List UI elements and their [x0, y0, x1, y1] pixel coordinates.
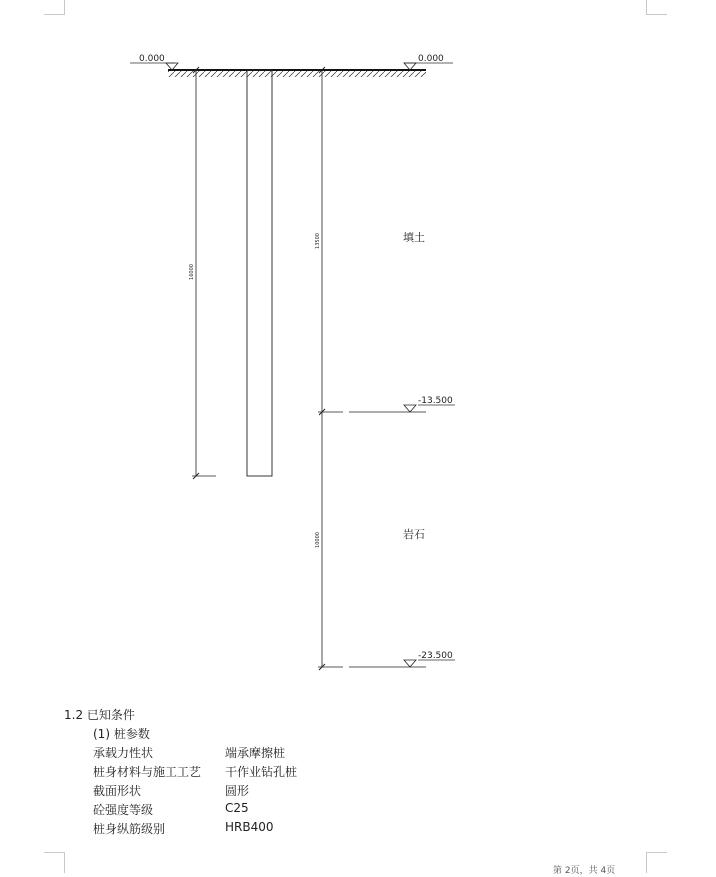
- level-marker-top-left: [139, 54, 178, 70]
- param-key: 承载力性状: [93, 746, 154, 760]
- param-key: 砼强度等级: [93, 803, 154, 817]
- svg-text:-23.500: -23.500: [418, 651, 453, 661]
- level-marker-mid: [404, 396, 453, 412]
- pile-length-dimension-text: 16000: [189, 264, 195, 280]
- subsection-heading: (1) 桩参数: [93, 727, 150, 741]
- param-value: 圆形: [225, 784, 250, 798]
- svg-text:-13.500: -13.500: [418, 396, 453, 406]
- fill-thickness-dimension-text: 13500: [315, 233, 321, 249]
- level-marker-top-right: [404, 54, 444, 70]
- pile-body: [247, 70, 272, 476]
- svg-text:0.000: 0.000: [418, 54, 444, 64]
- param-value: HRB400: [225, 820, 274, 834]
- rock-thickness-dimension-text: 10000: [315, 532, 321, 548]
- page-number-footer: 第 2页，共 4页: [553, 866, 616, 876]
- param-value: 端承摩擦桩: [225, 746, 286, 760]
- svg-text:0.000: 0.000: [139, 54, 165, 64]
- param-key: 截面形状: [93, 784, 142, 798]
- soil-label-fill: 填土: [403, 231, 425, 244]
- soil-label-rock: 岩石: [403, 528, 425, 541]
- param-key: 桩身纵筋级别: [93, 822, 166, 836]
- param-key: 桩身材料与施工工艺: [93, 765, 202, 779]
- ground-hatch: [168, 71, 426, 77]
- section-heading: 1.2 已知条件: [64, 708, 135, 722]
- param-value: 干作业钻孔桩: [225, 765, 298, 779]
- level-marker-bottom: [404, 651, 453, 667]
- param-value: C25: [225, 801, 249, 815]
